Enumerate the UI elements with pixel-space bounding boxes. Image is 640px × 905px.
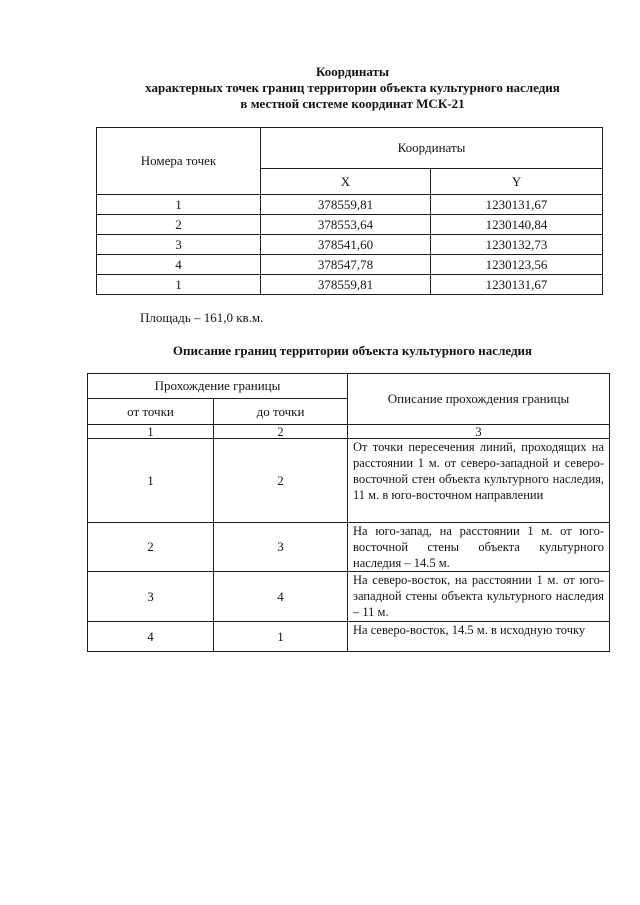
y-value: 1230131,67 [431,195,603,215]
to-point: 2 [214,439,348,523]
column-number: 2 [214,425,348,439]
header-coordinates: Координаты [261,128,603,169]
header-y: Y [431,169,603,195]
point-number: 1 [97,195,261,215]
document-title [80,64,625,112]
x-value: 378559,81 [261,195,431,215]
to-point: 4 [214,572,348,622]
column-number: 1 [88,425,214,439]
table-row [88,622,610,652]
x-value: 378553,64 [261,215,431,235]
point-number: 3 [97,235,261,255]
header-point-numbers: Номера точек [97,128,261,195]
coordinates-header-row [97,128,603,169]
description-title: Описание границ территории объекта культурного наследия [172,343,533,358]
coordinates-table [96,127,603,295]
boundary-header-row [88,374,610,399]
table-row [88,523,610,572]
header-x: X [261,169,431,195]
x-value: 378559,81 [261,275,431,295]
table-row [97,215,603,235]
y-value: 1230132,73 [431,235,603,255]
table-row [88,572,610,622]
title-line-2: характерных точек границ территории объекта культурного наследия [145,80,560,95]
column-number: 3 [348,425,610,439]
segment-description: От точки пересечения линий, проходящих на расстоянии 1 м. от северо-западной и северо-восточной стен объекта культурного наследия, 11 м. в юго-восточном направлении [348,439,610,523]
y-value: 1230140,84 [431,215,603,235]
x-value: 378541,60 [261,235,431,255]
point-number: 4 [97,255,261,275]
to-point: 3 [214,523,348,572]
header-from-point: от точки [88,399,214,425]
area-text: Площадь – 161,0 кв.м. [140,310,264,325]
point-number: 2 [97,215,261,235]
boundary-description-table [87,373,610,652]
title-line-1: Координаты [315,64,390,79]
table-row [97,235,603,255]
from-point: 4 [88,622,214,652]
table-row [88,439,610,523]
to-point: 1 [214,622,348,652]
from-point: 1 [88,439,214,523]
from-point: 2 [88,523,214,572]
y-value: 1230123,56 [431,255,603,275]
table-row [97,195,603,215]
header-passage-description: Описание прохождения границы [348,374,610,425]
header-boundary-passage: Прохождение границы [88,374,348,399]
table-row [97,255,603,275]
from-point: 3 [88,572,214,622]
column-numbers-row [88,425,610,439]
header-to-point: до точки [214,399,348,425]
segment-description: На северо-восток, на расстоянии 1 м. от юго-западной стены объекта культурного наследия – 11 м. [348,572,610,622]
table-row [97,275,603,295]
point-number: 1 [97,275,261,295]
segment-description: На северо-восток, 14.5 м. в исходную точку [348,622,610,652]
x-value: 378547,78 [261,255,431,275]
title-line-3: в местной системе координат МСК-21 [240,96,465,111]
y-value: 1230131,67 [431,275,603,295]
segment-description: На юго-запад, на расстоянии 1 м. от юго-восточной стены объекта культурного наследия – 14.5 м. [348,523,610,572]
